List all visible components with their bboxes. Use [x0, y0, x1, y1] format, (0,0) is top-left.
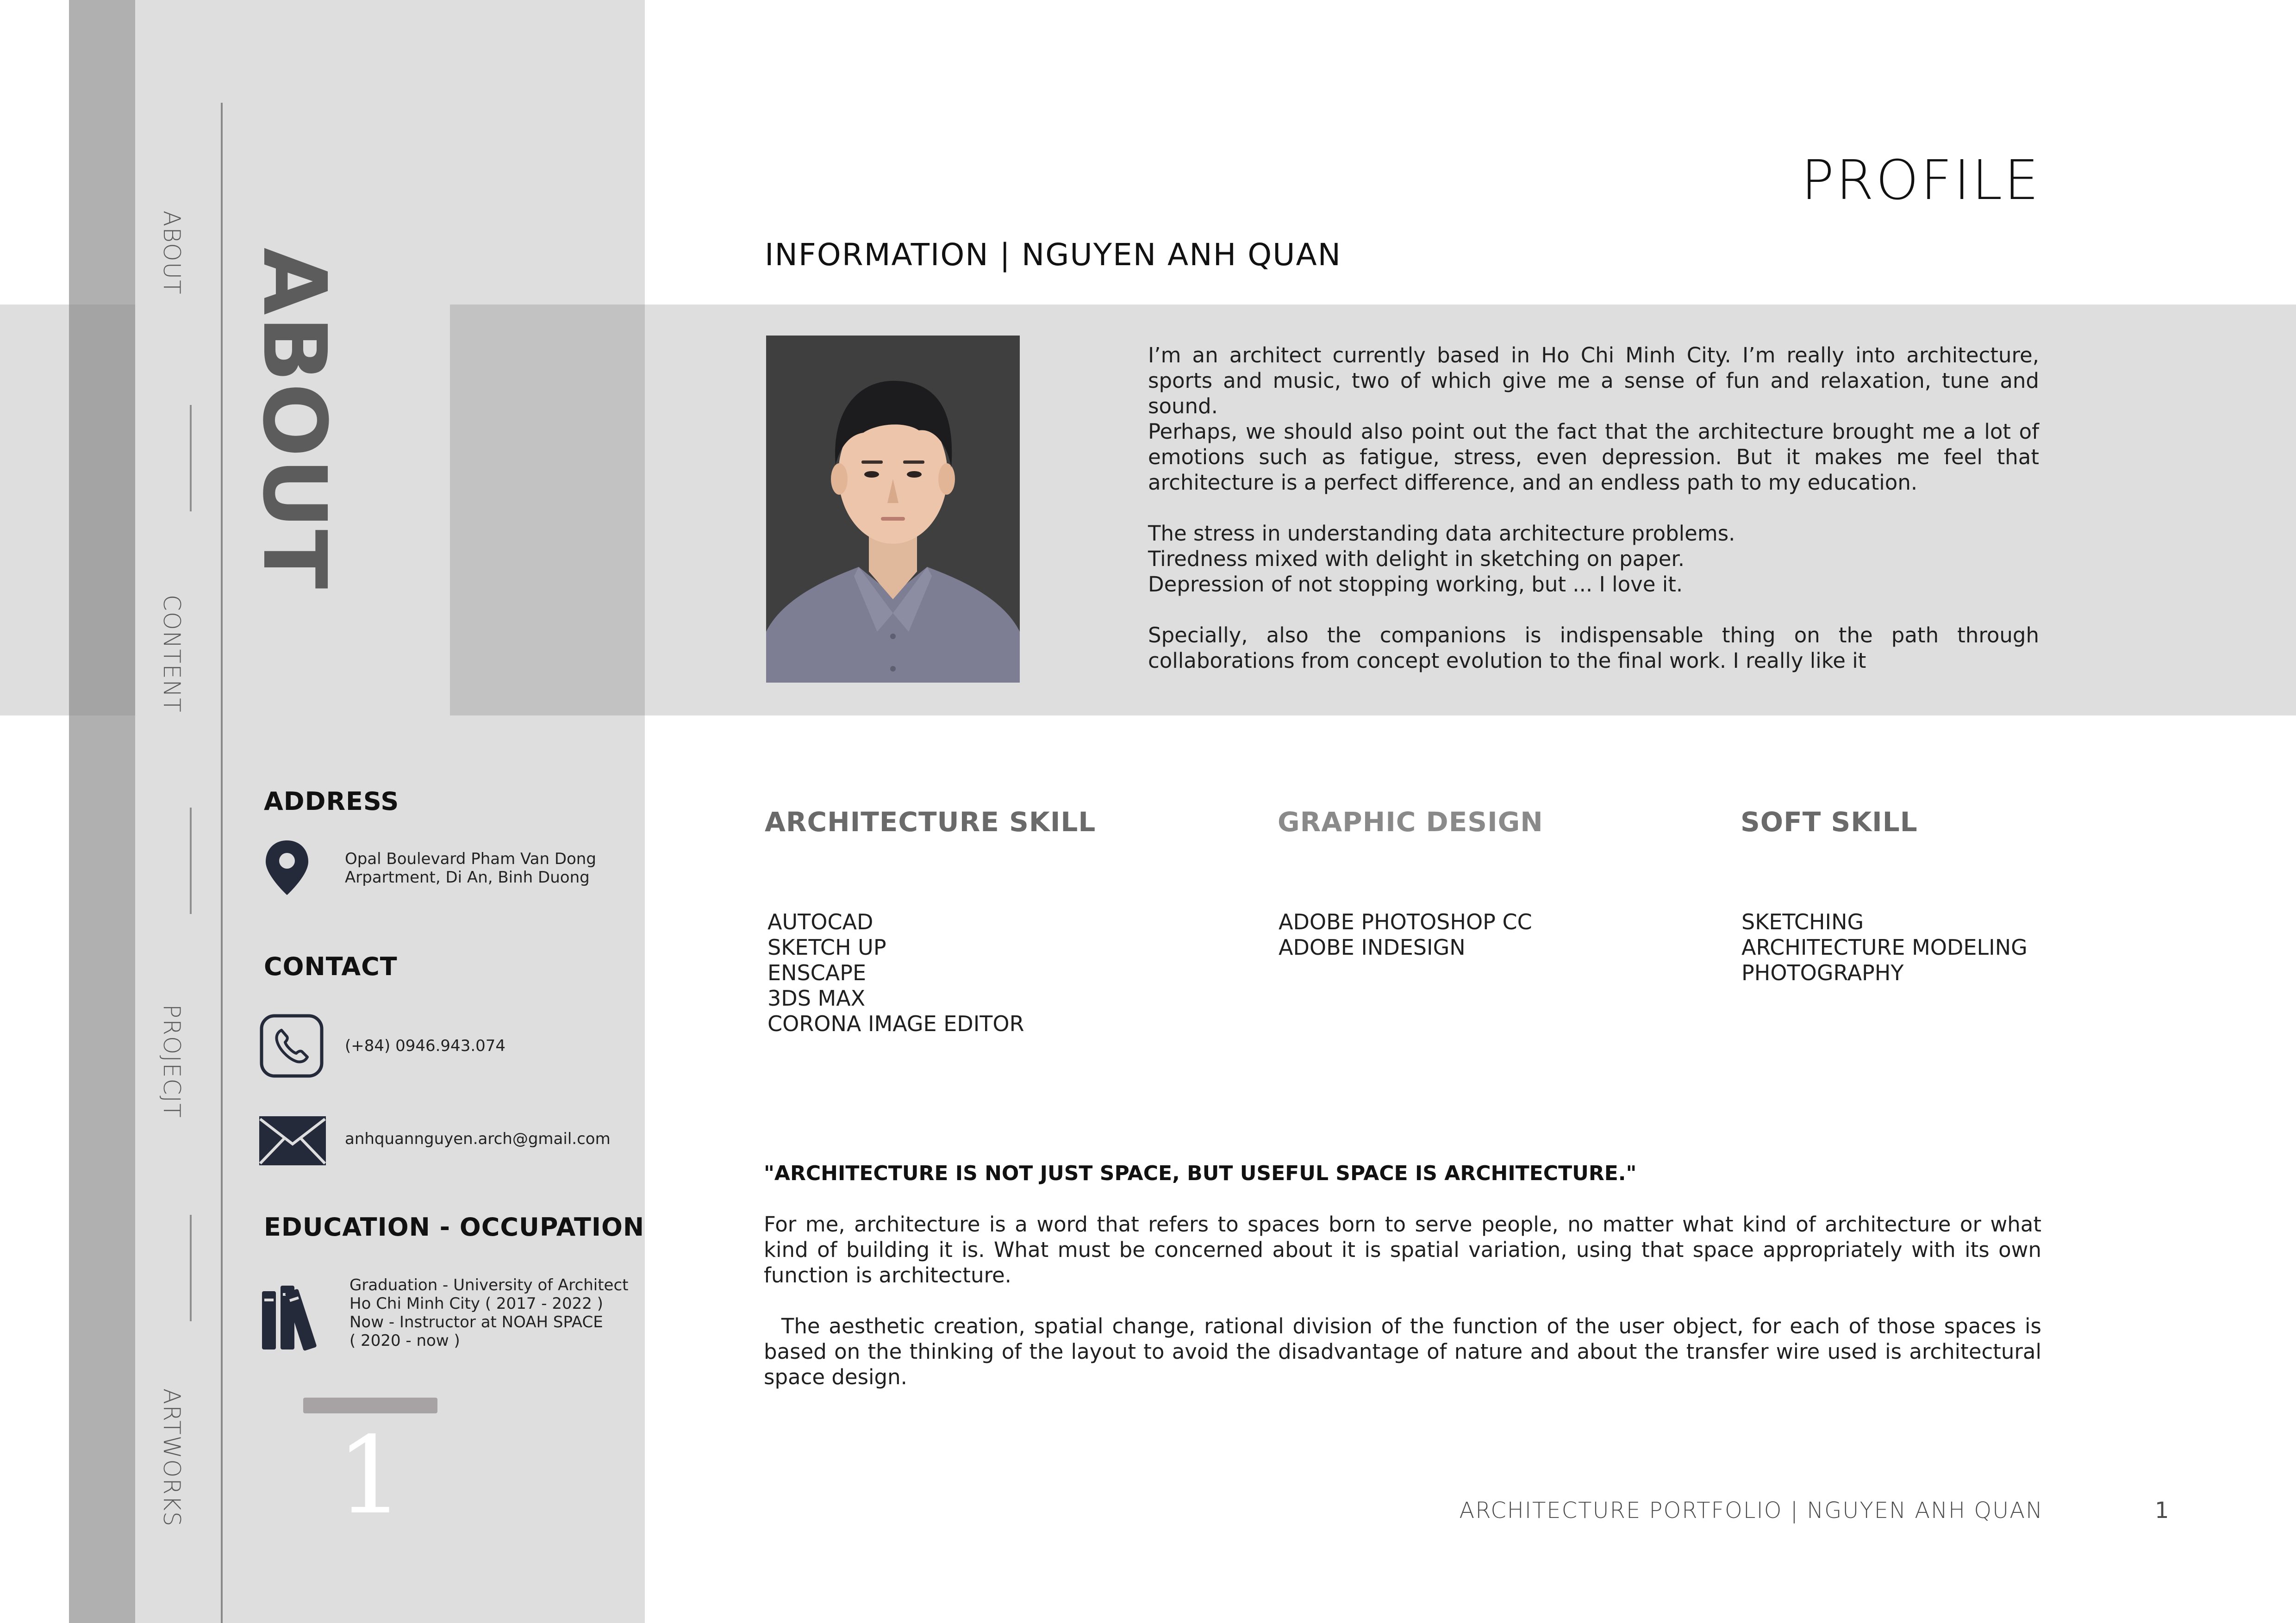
bio-paragraph-2: Perhaps, we should also point out the fact that the architecture brought me a lot of emotions such as fatigue, stress, even depression. But it makes me feel that architecture is a perfect difference, and an endless path to my education. [1148, 419, 2039, 495]
left-strip [69, 0, 135, 1623]
bio-line-1: The stress in understanding data architecture problems. [1148, 521, 1735, 546]
nav-item-about[interactable]: ABOUT [158, 211, 185, 295]
page-title: PROFILE [1801, 148, 2040, 212]
nav-item-project[interactable]: PROJECJT [158, 1004, 185, 1119]
education-line-2: Ho Chi Minh City ( 2017 - 2022 ) [349, 1294, 603, 1313]
skill-item: CORONA IMAGE EDITOR [767, 1011, 1024, 1036]
address-heading: ADDRESS [264, 787, 399, 816]
skill-item: SKETCH UP [767, 935, 886, 960]
nav-divider [190, 405, 192, 511]
footer-text: ARCHITECTURE PORTFOLIO | NGUYEN ANH QUAN [1459, 1498, 2043, 1524]
skill-item: PHOTOGRAPHY [1741, 960, 1904, 985]
education-heading: EDUCATION - OCCUPATION [264, 1213, 645, 1242]
education-line-3: Now - Instructor at NOAH SPACE [349, 1313, 603, 1331]
nav-item-content[interactable]: CONTENT [158, 595, 185, 713]
skill-item: ADOBE PHOTOSHOP CC [1279, 909, 1532, 934]
email-address[interactable]: anhquannguyen.arch@gmail.com [345, 1130, 611, 1148]
skill-list-architecture [767, 909, 1024, 1037]
envelope-icon [258, 1115, 327, 1169]
bio-text [1148, 342, 2039, 673]
education-line-4: ( 2020 - now ) [349, 1331, 460, 1350]
philosophy-text [764, 1212, 2048, 1390]
skill-list-soft [1741, 909, 2028, 986]
bio-paragraph-1: I’m an architect currently based in Ho Chi Minh City. I’m really into architecture, sports and music, two of which give me a sense of fun and relaxation, tune and sound. [1148, 343, 2039, 418]
band-strip [69, 305, 135, 715]
education-line-1: Graduation - University of Architect [349, 1276, 629, 1294]
philosophy-paragraph-1: For me, architecture is a word that refers to spaces born to serve people, no matter what kind of architecture or what kind of building it is. What must be concerned about it is spatial variation, using that space appropriately with its own function is architecture. [764, 1212, 2041, 1287]
bio-paragraph-3: Specially, also the companions is indispensable thing on the path through collaborations from concept evolution to the final work. I really like it [1148, 623, 2039, 673]
band-dark-block [450, 305, 645, 715]
contact-heading: CONTACT [264, 952, 398, 981]
skill-item: ENSCAPE [767, 960, 867, 985]
nav-divider [190, 1215, 192, 1321]
skill-heading-graphic: GRAPHIC DESIGN [1278, 806, 1543, 838]
skill-item: ARCHITECTURE MODELING [1741, 935, 2028, 960]
skill-item: AUTOCAD [767, 909, 873, 934]
info-heading: INFORMATION | NGUYEN ANH QUAN [765, 237, 1341, 273]
skill-heading-soft: SOFT SKILL [1741, 806, 1918, 838]
skill-item: SKETCHING [1741, 909, 1864, 934]
profile-photo [766, 336, 1020, 683]
skill-item: 3DS MAX [767, 986, 866, 1011]
vertical-divider [221, 103, 223, 1623]
bio-line-3: Depression of not stopping working, but ... I love it. [1148, 572, 1683, 597]
address-line-1: Opal Boulevard Pham Van Dong [345, 850, 596, 868]
skill-item: ADOBE INDESIGN [1279, 935, 1466, 960]
page-bar [303, 1398, 437, 1413]
nav-item-artworks[interactable]: ARTWORKS [158, 1388, 185, 1527]
phone-number[interactable]: (+84) 0946.943.074 [345, 1037, 506, 1055]
map-pin-icon [263, 839, 311, 899]
page-number-large: 1 [336, 1414, 405, 1538]
skill-list-graphic [1279, 909, 1532, 960]
books-icon [260, 1282, 330, 1354]
nav-divider [190, 808, 192, 914]
bio-line-2: Tiredness mixed with delight in sketching on paper. [1148, 547, 1685, 571]
footer-page-number: 1 [2155, 1498, 2169, 1524]
skill-heading-architecture: ARCHITECTURE SKILL [765, 806, 1096, 838]
philosophy-paragraph-2: The aesthetic creation, spatial change, rational division of the function of the user object, for each of those spaces is based on the thinking of the layout to avoid the disadvantage of nature and about the transfer wire used is architectural space design. [764, 1314, 2048, 1389]
phone-icon [259, 1014, 324, 1081]
quote: "ARCHITECTURE IS NOT JUST SPACE, BUT USEFUL SPACE IS ARCHITECTURE." [764, 1162, 1637, 1185]
address-line-2: Arpartment, Di An, Binh Duong [345, 868, 590, 887]
section-title: ABOUT [243, 248, 345, 590]
